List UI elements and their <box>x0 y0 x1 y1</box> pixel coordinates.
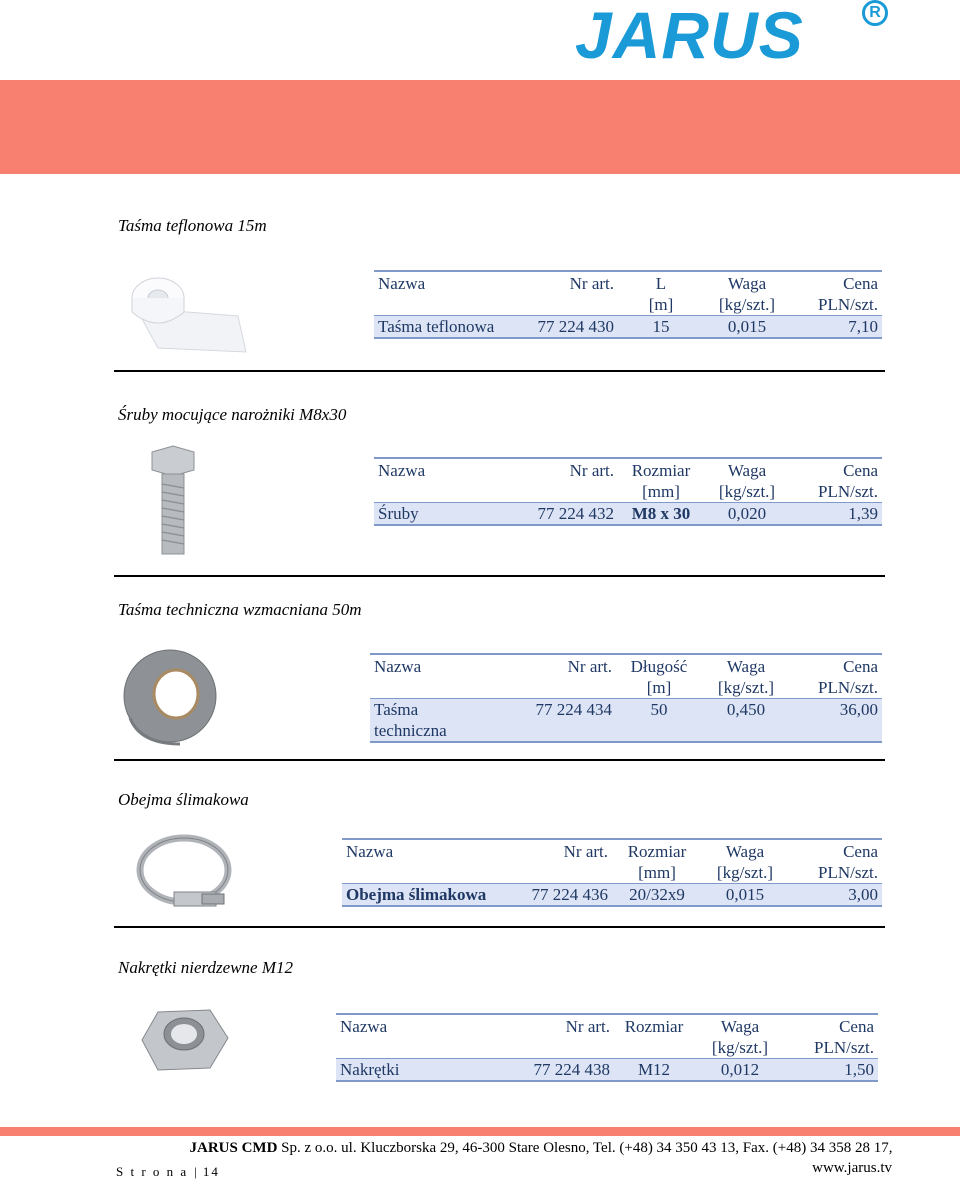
col-price: Cena PLN/szt. <box>788 839 882 884</box>
col-art: Nr art. <box>522 1014 614 1059</box>
col-l: L [m] <box>618 271 704 316</box>
cell-art: 77 224 430 <box>526 316 618 339</box>
table-row <box>374 316 882 339</box>
section-divider <box>114 575 885 577</box>
footer-bar <box>0 1127 960 1136</box>
registered-mark: R <box>862 0 888 26</box>
col-weight: Waga [kg/szt.] <box>704 271 790 316</box>
col-art: Nr art. <box>520 654 616 699</box>
col-weight: Waga [kg/szt.] <box>704 458 790 503</box>
cell-price: 1,39 <box>790 503 882 526</box>
cell-price: 1,50 <box>786 1059 878 1082</box>
cell-name: Taśma techniczna <box>370 699 520 743</box>
col-weight: Waga [kg/szt.] <box>694 1014 786 1059</box>
cell-art: 77 224 438 <box>522 1059 614 1082</box>
cell-weight: 0,015 <box>704 316 790 339</box>
product-table <box>374 457 882 526</box>
nut-image <box>138 1004 232 1076</box>
col-price: Cena PLN/szt. <box>790 271 882 316</box>
page-label: S t r o n a <box>116 1164 189 1179</box>
cell-price: 3,00 <box>788 884 882 907</box>
page-number: S t r o n a | 14 <box>116 1164 220 1179</box>
section-title: Obejma ślimakowa <box>118 790 249 809</box>
section-divider <box>114 926 885 928</box>
cell-size: 20/32x9 <box>612 884 702 907</box>
table-row <box>374 503 882 526</box>
cell-name: Obejma ślimakowa <box>342 884 518 907</box>
col-name: Nazwa <box>374 271 526 316</box>
col-art: Nr art. <box>518 839 612 884</box>
section-title: Śruby mocujące narożniki M8x30 <box>118 405 347 424</box>
teflon-tape-image <box>118 268 258 358</box>
col-art: Nr art. <box>526 458 618 503</box>
header-banner <box>0 80 960 174</box>
col-size: Rozmiar <box>614 1014 694 1059</box>
footer-address-line: Sp. z o.o. ul. Kluczborska 29, 46-300 Stare Olesno, Tel. (+48) 34 350 43 13, Fax. (+48) 34 358 28 17, <box>281 1140 893 1156</box>
footer-company: JARUS CMD <box>189 1140 278 1156</box>
section-divider <box>114 370 885 372</box>
col-size: Rozmiar [mm] <box>618 458 704 503</box>
product-table <box>374 270 882 339</box>
cell-price: 7,10 <box>790 316 882 339</box>
section-divider <box>114 759 885 761</box>
col-weight: Waga [kg/szt.] <box>702 839 788 884</box>
section-title: Taśma teflonowa 15m <box>118 216 267 235</box>
cell-size: 15 <box>618 316 704 339</box>
cell-size: M8 x 30 <box>618 503 704 526</box>
col-length: Długość [m] <box>616 654 702 699</box>
hose-clamp-image <box>134 832 234 912</box>
col-name: Nazwa <box>370 654 520 699</box>
table-row <box>370 699 882 743</box>
cell-price: 36,00 <box>790 699 882 743</box>
col-name: Nazwa <box>342 839 518 884</box>
product-table <box>370 653 882 743</box>
cell-name: Taśma teflonowa <box>374 316 526 339</box>
footer-address <box>186 1138 896 1178</box>
col-size: Rozmiar [mm] <box>612 839 702 884</box>
cell-name: Śruby <box>374 503 526 526</box>
col-price: Cena PLN/szt. <box>786 1014 878 1059</box>
col-weight: Waga [kg/szt.] <box>702 654 790 699</box>
product-table <box>342 838 882 907</box>
duct-tape-image <box>120 648 220 748</box>
cell-weight: 0,020 <box>704 503 790 526</box>
cell-art: 77 224 432 <box>526 503 618 526</box>
section-title: Nakrętki nierdzewne M12 <box>118 958 293 977</box>
cell-size: M12 <box>614 1059 694 1082</box>
footer-website: www.jarus.tv <box>812 1160 892 1176</box>
table-row <box>342 884 882 907</box>
col-name: Nazwa <box>336 1014 522 1059</box>
col-art: Nr art. <box>526 271 618 316</box>
cell-weight: 0,015 <box>702 884 788 907</box>
cell-weight: 0,012 <box>694 1059 786 1082</box>
col-price: Cena PLN/szt. <box>790 654 882 699</box>
section-title: Taśma techniczna wzmacniana 50m <box>118 600 362 619</box>
page-number-value: 14 <box>202 1164 220 1179</box>
table-row <box>336 1059 878 1082</box>
col-name: Nazwa <box>374 458 526 503</box>
bolt-image <box>148 444 198 558</box>
cell-weight: 0,450 <box>702 699 790 743</box>
cell-name: Nakrętki <box>336 1059 522 1082</box>
col-price: Cena PLN/szt. <box>790 458 882 503</box>
cell-art: 77 224 434 <box>520 699 616 743</box>
jarus-logo: JARUS <box>575 0 804 72</box>
cell-size: 50 <box>616 699 702 743</box>
cell-art: 77 224 436 <box>518 884 612 907</box>
product-table <box>336 1013 878 1082</box>
